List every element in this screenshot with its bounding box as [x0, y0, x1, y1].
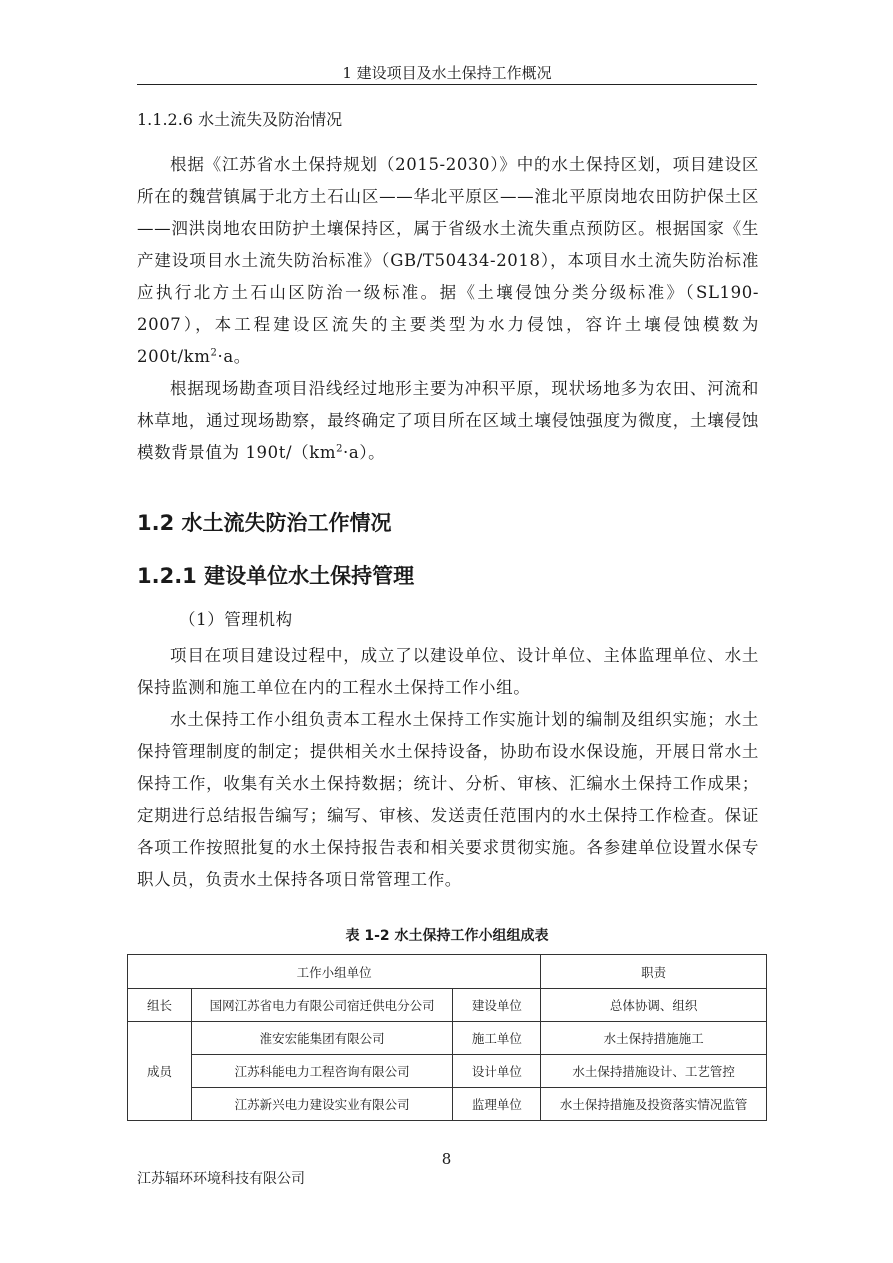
role-cell: 设计单位: [453, 1055, 541, 1088]
table-row: [128, 1055, 767, 1088]
header-duty-cell: 职责: [541, 955, 767, 989]
soil-erosion-para-2: 根据现场勘查项目沿线经过地形主要为冲积平原，现状场地多为农田、河流和林草地，通过现场勘察，最终确定了项目所在区域土壤侵蚀强度为微度，土壤侵蚀模数背景值为 $190t/(km^2\cdot a)$。: [137, 379, 759, 462]
heading-1-2: 1.2 水土流失防治工作情况: [137, 511, 392, 535]
leader-label-cell: 组长: [128, 989, 192, 1022]
company-cell: 江苏科能电力工程咨询有限公司: [191, 1055, 453, 1088]
footer-company: 江苏辐环环境科技有限公司: [137, 1171, 305, 1187]
management-para-1: 项目在项目建设过程中，成立了以建设单位、设计单位、主体监理单位、水土保持监测和施工单位在内的工程水土保持工作小组。: [137, 646, 759, 697]
company-cell: 江苏新兴电力建设实业有限公司: [191, 1088, 453, 1121]
duty-cell: 水土保持措施及投资落实情况监管: [541, 1088, 767, 1121]
soil-erosion-section: [137, 149, 759, 469]
role-cell: 监理单位: [453, 1088, 541, 1121]
duty-cell: 总体协调、组织: [541, 989, 767, 1022]
role-cell: 建设单位: [453, 989, 541, 1022]
page-header: [137, 62, 757, 85]
table-header-row: [128, 955, 767, 989]
company-cell: 国网江苏省电力有限公司宿迁供电分公司: [191, 989, 453, 1022]
item-management-org: （1）管理机构: [179, 610, 293, 629]
work-group-table: [127, 954, 767, 1121]
header-unit-cell: 工作小组单位: [128, 955, 541, 989]
table-row: [128, 1088, 767, 1121]
duty-cell: 水土保持措施施工: [541, 1022, 767, 1055]
management-section: [137, 640, 759, 896]
table-row: [128, 1022, 767, 1055]
company-cell: 淮安宏能集团有限公司: [191, 1022, 453, 1055]
management-para-2: 水土保持工作小组负责本工程水土保持工作实施计划的编制及组织实施；水土保持管理制度的制定；提供相关水土保持设备，协助布设水保设施，开展日常水土保持工作，收集有关水土保持数据；统计、分析、审核、汇编水土保持工作成果；定期进行总结报告编写；编写、审核、发送责任范围内的水土保持工作检查。保证各项工作按照批复的水土保持报告表和相关要求贯彻实施。各参建单位设置水保专职人员，负责水土保持各项日常管理工作。: [137, 710, 759, 889]
member-label-cell: 成员: [128, 1022, 192, 1121]
soil-erosion-para-1: 根据《江苏省水土保持规划（2015-2030）》中的水土保持区划，项目建设区所在的魏营镇属于北方土石山区——华北平原区——淮北平原岗地农田防护保土区——泗洪岗地农田防护土壤保持区，属于省级水土流失重点预防区。根据国家《生产建设项目水土流失防治标准》（GB/T50434-2018），本项目水土流失防治标准应执行北方土石山区防治一级标准。据《土壤侵蚀分类分级标准》（SL190-2007），本工程建设区流失的主要类型为水力侵蚀，容许土壤侵蚀模数为 $200t/km^2\cdot a$。: [137, 155, 759, 366]
page-number: 8: [441, 1150, 452, 1168]
table-row: [128, 989, 767, 1022]
table-caption: 表 1-2 水土保持工作小组组成表: [345, 928, 549, 944]
heading-1-1-2-6: 1.1.2.6 水土流失及防治情况: [137, 110, 343, 129]
duty-cell: 水土保持措施设计、工艺管控: [541, 1055, 767, 1088]
role-cell: 施工单位: [453, 1022, 541, 1055]
header-title: 1 建设项目及水土保持工作概况: [342, 64, 552, 82]
heading-1-2-1: 1.2.1 建设单位水土保持管理: [137, 564, 415, 588]
